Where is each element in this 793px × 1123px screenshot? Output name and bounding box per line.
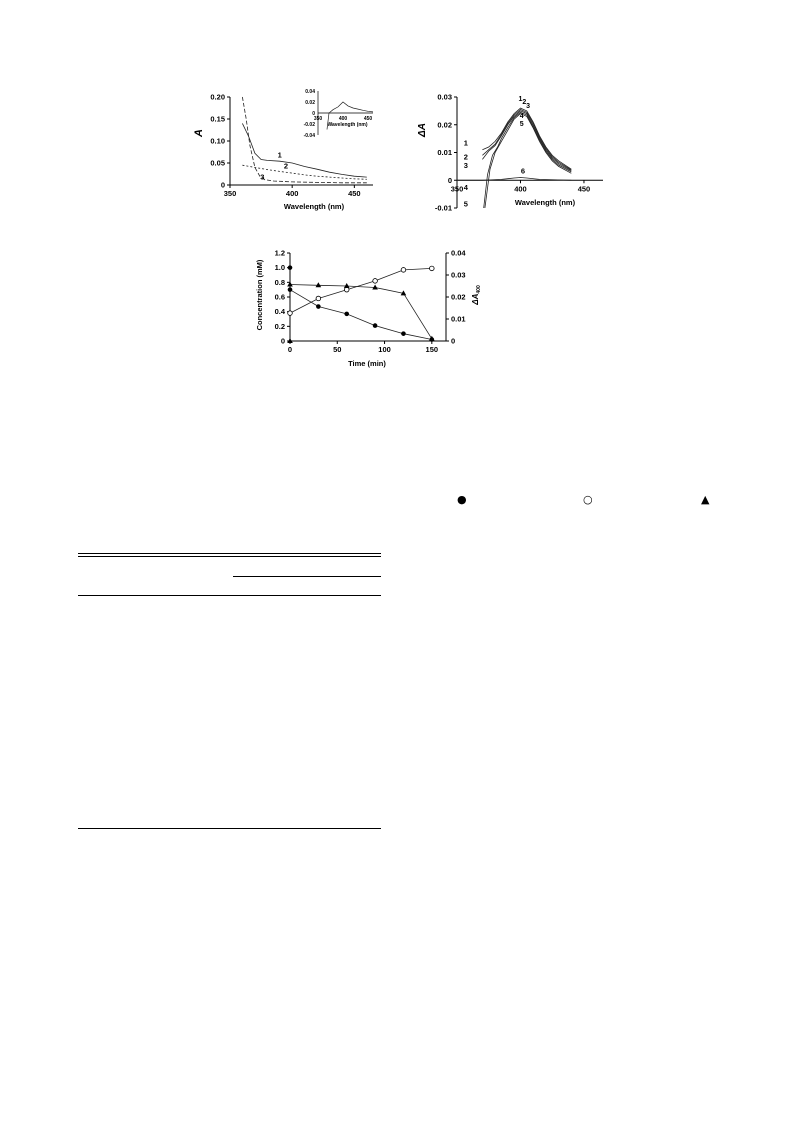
panel-b-curve-label: 2 [463, 152, 468, 162]
panel-c-point-filled-triangle [344, 283, 350, 288]
panel-b-xtick-label: 450 [577, 184, 591, 194]
panel-c-ylabel-right-sub: 400 [476, 285, 482, 294]
panel-b-curve-label: 5 [463, 199, 468, 209]
inset-xtick-label: 450 [363, 116, 373, 122]
panel-b-ytick-label: -0.01 [434, 203, 452, 213]
panel-c-line-filled-circle [290, 290, 432, 340]
panel-a-xlabel: Wavelength (nm) [283, 202, 345, 211]
inset-ytick-label: -0.04 [303, 133, 315, 139]
inset-xtick-label: 400 [338, 116, 348, 122]
inset-xlabel: Wavelength (nm) [327, 122, 368, 128]
panel-c-line-filled-triangle [290, 285, 432, 339]
inset-ytick-label: -0.02 [303, 122, 315, 128]
legend-symbol-filled-triangle: ▲ [701, 493, 710, 506]
inset-ytick-label: 0.04 [305, 89, 315, 95]
panel-c-xtick-label: 50 [333, 345, 342, 354]
panel-b-ytick-label: 0.02 [437, 120, 452, 130]
panel-a-ytick-label: 0.05 [210, 158, 225, 168]
panel-c-point-filled-triangle [372, 284, 378, 289]
panel-c-ytick-right-label: 0.03 [451, 270, 466, 280]
table-bottom-rule [78, 828, 381, 829]
panel-c-xlabel: Time (min) [348, 359, 386, 368]
inset-ytick-label: 0 [312, 111, 315, 117]
panel-c-line-open-circle [290, 268, 432, 313]
panel-a-xtick-label: 450 [348, 189, 361, 198]
panel-c-ylabel-right [471, 285, 482, 306]
panel-c-ytick-left-label: 0.8 [274, 277, 285, 287]
panel-c-point-filled-triangle [429, 336, 435, 341]
panel-b-peak-label: 5 [519, 121, 524, 129]
panel-a-ytick-label: 0.15 [210, 114, 225, 124]
panel-c-ytick-right-label: 0 [451, 336, 456, 346]
panel-c-point-filled-triangle [316, 282, 322, 287]
table-group-rule [233, 576, 381, 577]
legend-symbol-filled-circle: ● [457, 493, 467, 506]
panel-a-ytick-label: 0.20 [210, 92, 225, 102]
panel-c-ytick-right-label: 0.02 [451, 292, 466, 302]
panel-c-point-filled-circle [373, 323, 378, 328]
table-top-rule-2 [78, 556, 381, 557]
panel-c-ytick-left-label: 0.6 [274, 292, 285, 302]
panel-c-point-filled-circle [288, 265, 293, 270]
panel-c-point-open-circle [344, 287, 349, 292]
panel-b-ytick-label: 0.01 [437, 148, 452, 157]
panel-c-point-filled-circle [401, 331, 406, 336]
panel-c-ytick-left-label: 0.2 [274, 321, 285, 331]
panel-b-xlabel: Wavelength (nm) [514, 198, 576, 207]
panel-c-xtick-label: 0 [287, 345, 293, 354]
panel-c-ytick-left-label: 1.2 [274, 248, 285, 258]
panel-a-curve-label: 2 [283, 161, 289, 171]
panel-b-curve-label: 3 [463, 160, 468, 170]
panel-a-curve-label: 3 [260, 172, 265, 182]
panel-a-series-1 [242, 123, 366, 177]
table-top-rule-1 [78, 553, 381, 554]
panel-b-curve-label: 4 [463, 182, 468, 192]
table-header-rule [78, 595, 381, 596]
panel-a-xtick-label: 400 [285, 189, 299, 198]
panel-a-xtick-label: 350 [223, 189, 237, 198]
panel-a-series-3 [242, 97, 366, 183]
difference-spectrum-chart [415, 85, 605, 215]
panel-a-ytick-label: 0.10 [210, 136, 225, 146]
panel-c-xtick-label: 100 [378, 345, 391, 354]
inset-ytick-label: 0.02 [305, 100, 315, 106]
panel-c-point-open-circle [316, 296, 321, 301]
panel-b-peak-label: 1 [518, 96, 523, 104]
panel-c-point-filled-circle [316, 304, 321, 309]
time-course-chart [248, 245, 496, 370]
panel-c-ylabel-right-main: ΔA [471, 293, 480, 305]
panel-b-curve-label: 6 [520, 166, 526, 176]
panel-b-curve-label: 1 [463, 138, 468, 148]
panel-c-point-open-circle [401, 268, 406, 273]
panel-b-peak-label: 3 [526, 103, 531, 111]
panel-a-ytick-label: 0 [220, 180, 225, 190]
panel-b-xtick-label: 350 [450, 184, 464, 194]
panel-c-point-filled-circle [288, 287, 293, 292]
absorption-spectrum-chart [190, 85, 385, 215]
panel-c-ytick-left-label: 0.4 [274, 307, 285, 317]
panel-b-peak-label: 4 [519, 112, 524, 120]
panel-b-ytick-label: 0 [447, 175, 452, 185]
panel-b-ytick-label: 0.03 [437, 92, 452, 102]
panel-a-ylabel: A [193, 129, 205, 137]
panel-b-series-2 [482, 110, 571, 171]
panel-c-point-open-circle [288, 311, 293, 316]
panel-c-xtick-label: 150 [425, 345, 439, 354]
panel-a-curve-label: 1 [277, 150, 282, 160]
panel-c-point-open-circle [430, 266, 435, 271]
panel-c-point-filled-circle [344, 312, 349, 317]
panel-c-ytick-right-label: 0.01 [451, 314, 466, 324]
panel-c-ytick-right-label: 0.04 [451, 248, 466, 258]
inset-xtick-label: 350 [313, 116, 323, 122]
panel-b-ylabel: ΔA [417, 123, 428, 137]
panel-c-ytick-left-label: 1.0 [274, 263, 285, 273]
panel-b-peak-label: 2 [522, 98, 527, 106]
legend-symbol-open-circle: ○ [583, 493, 593, 506]
panel-c-ytick-left-label: 0 [280, 336, 285, 346]
panel-c-point-open-circle [373, 279, 378, 284]
panel-c-ylabel-left: Concentration (mM) [255, 259, 264, 331]
panel-b-xtick-label: 400 [514, 184, 527, 194]
